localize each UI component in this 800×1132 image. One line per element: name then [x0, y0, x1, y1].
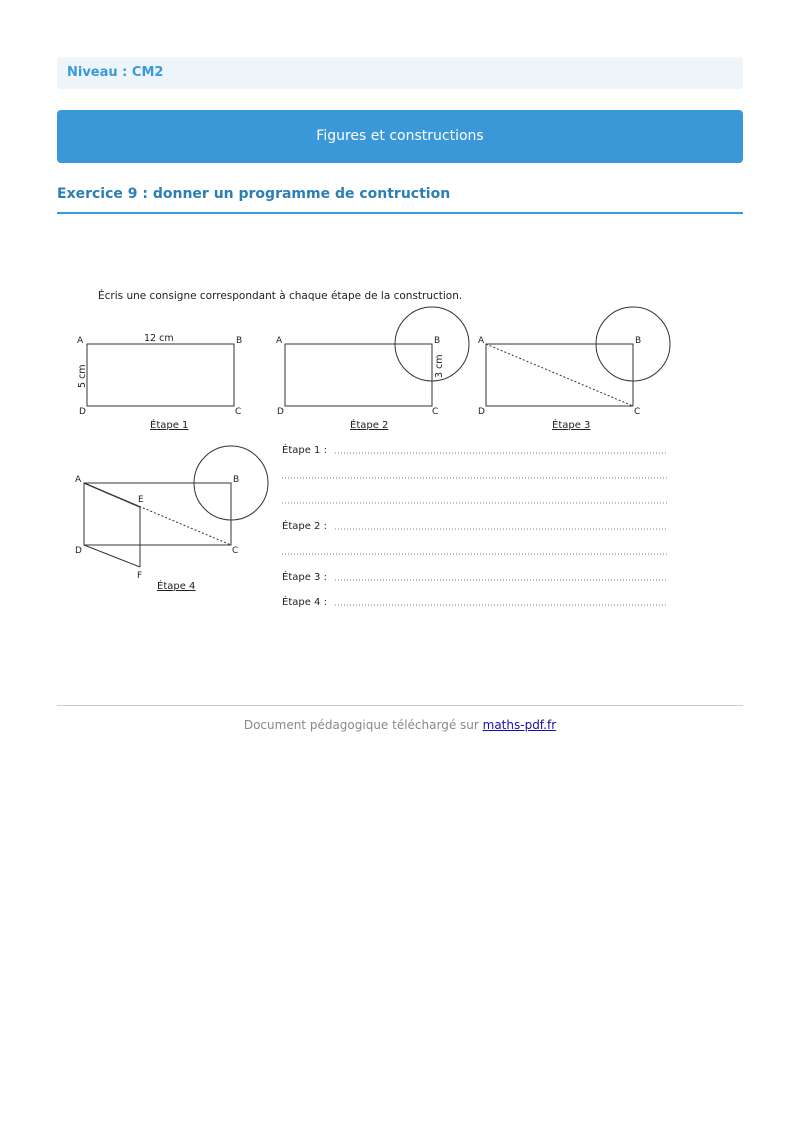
label-etape3: Étape 3	[552, 420, 591, 431]
footer-text: Document pédagogique téléchargé sur	[243, 718, 483, 732]
point-a: A	[478, 336, 485, 346]
label-etape4: Étape 4	[157, 581, 196, 592]
dim-3cm: 3 cm	[434, 354, 445, 378]
rect-step1	[87, 344, 234, 406]
exercise-title: Exercice 9 : donner un programme de contruction	[57, 186, 743, 214]
diagonal-ac	[486, 344, 633, 406]
step4-figure	[75, 446, 268, 592]
rect-step3	[486, 344, 633, 406]
point-b: B	[434, 336, 441, 346]
step1-figure	[77, 333, 242, 431]
point-d: D	[75, 546, 82, 556]
point-c: C	[232, 546, 239, 556]
segment-ae	[84, 483, 140, 507]
line-label-etape3: Étape 3 :	[282, 572, 327, 583]
point-c: C	[432, 407, 439, 417]
niveau-label: Niveau : CM2	[57, 57, 743, 89]
point-b: B	[236, 336, 243, 346]
dim-12cm: 12 cm	[144, 333, 174, 344]
footer-divider	[57, 705, 743, 706]
point-b: B	[233, 475, 240, 485]
point-f: F	[137, 571, 143, 581]
point-d: D	[277, 407, 284, 417]
label-etape1: Étape 1	[150, 420, 189, 431]
label-etape2: Étape 2	[350, 420, 389, 431]
construction-figure	[70, 280, 690, 620]
point-d: D	[478, 407, 485, 417]
answer-lines	[282, 443, 668, 608]
page-title-banner: Figures et constructions	[57, 110, 743, 163]
point-c: C	[235, 407, 242, 417]
segment-df	[84, 545, 140, 567]
line-label-etape1: Étape 1 :	[282, 445, 327, 456]
footer	[57, 718, 743, 732]
step2-figure	[276, 307, 469, 431]
instruction-text: Écris une consigne correspondant à chaque étape de la construction.	[98, 290, 463, 302]
point-c: C	[634, 407, 641, 417]
dim-5cm: 5 cm	[77, 364, 88, 388]
point-a: A	[77, 336, 84, 346]
footer-link[interactable]: maths-pdf.fr	[482, 718, 557, 732]
line-label-etape2: Étape 2 :	[282, 521, 327, 532]
point-a: A	[75, 475, 82, 485]
rect-step2	[285, 344, 432, 406]
line-label-etape4: Étape 4 :	[282, 597, 327, 608]
point-b: B	[635, 336, 642, 346]
point-e: E	[138, 495, 144, 505]
point-d: D	[79, 407, 86, 417]
step3-figure	[478, 307, 670, 431]
point-a: A	[276, 336, 283, 346]
